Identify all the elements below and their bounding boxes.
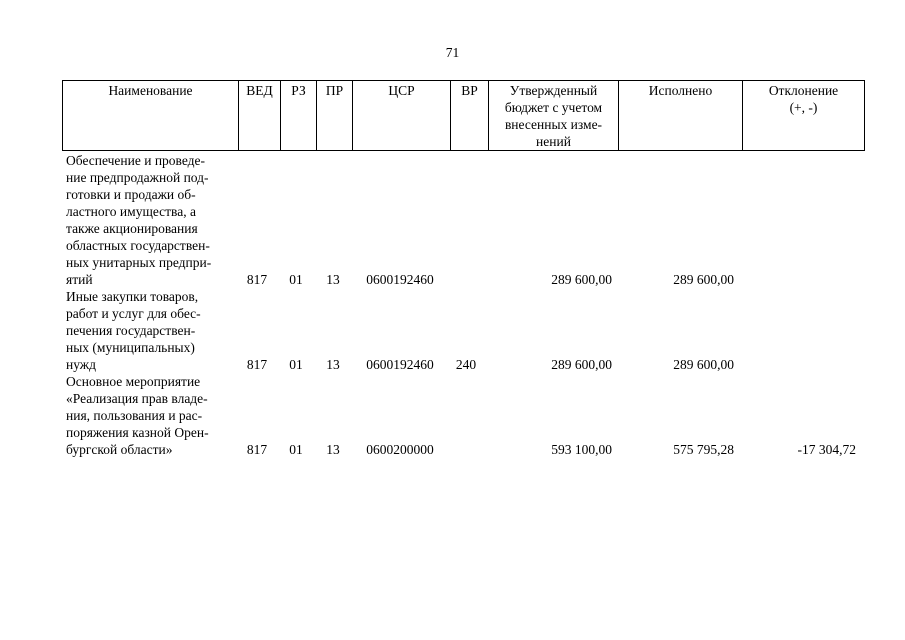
cell-ved: 817 <box>246 357 268 372</box>
header-pr: ПР <box>317 81 353 151</box>
cell-executed: 289 600,00 <box>673 272 734 287</box>
cell-executed: 289 600,00 <box>673 357 734 372</box>
table-header <box>62 80 865 151</box>
cell-pr: 13 <box>326 357 340 372</box>
page-number: 71 <box>445 45 460 60</box>
cell-deviation: -17 304,72 <box>797 442 856 457</box>
header-ved: ВЕД <box>239 81 281 151</box>
row-name-line: областных государствен- <box>66 238 210 253</box>
row-name-line: Иные закупки товаров, <box>66 289 199 304</box>
row-name-line: готовки и продажи об- <box>66 187 196 202</box>
cell-csr: 0600200000 <box>366 442 434 457</box>
cell-rz: 01 <box>289 442 303 457</box>
row-name-line: бургской области» <box>66 442 173 457</box>
row-name-line: ятий <box>66 272 93 287</box>
row-name-line: печения государствен- <box>66 323 196 338</box>
cell-pr: 13 <box>326 442 340 457</box>
header-approved-line: нений <box>536 134 571 149</box>
cell-pr: 13 <box>326 272 340 287</box>
header-deviation-line: Отклонение <box>768 83 839 98</box>
cell-ved: 817 <box>246 442 268 457</box>
header-executed: Исполнено <box>619 81 743 151</box>
row-name-line: Обеспечение и проведе- <box>66 153 206 168</box>
row-name-line: ния, пользования и рас- <box>66 408 203 423</box>
header-approved <box>489 81 619 151</box>
header-vr: ВР <box>451 81 489 151</box>
cell-csr: 0600192460 <box>366 272 434 287</box>
cell-approved: 289 600,00 <box>551 272 612 287</box>
row-name-line: ных (муниципальных) <box>66 340 195 355</box>
row-name <box>66 373 234 458</box>
cell-approved: 289 600,00 <box>551 357 612 372</box>
header-approved-line: бюджет с учетом <box>504 100 603 115</box>
header-csr: ЦСР <box>353 81 451 151</box>
row-name-line: нужд <box>66 357 96 372</box>
cell-vr: 240 <box>455 357 477 372</box>
cell-rz: 01 <box>289 272 303 287</box>
header-name: Наименование <box>63 81 239 151</box>
header-approved-line: внесенных изме- <box>504 117 603 132</box>
cell-csr: 0600192460 <box>366 357 434 372</box>
header-rz: РЗ <box>281 81 317 151</box>
cell-rz: 01 <box>289 357 303 372</box>
row-name-line: «Реализация прав владе- <box>66 391 208 406</box>
row-name-line: Основное мероприятие <box>66 374 201 389</box>
row-name-line: ние предпродажной под- <box>66 170 209 185</box>
row-name <box>66 152 234 288</box>
header-deviation <box>743 81 865 151</box>
cell-approved: 593 100,00 <box>551 442 612 457</box>
row-name-line: ных унитарных предпри- <box>66 255 212 270</box>
row-name <box>66 288 234 373</box>
row-name-line: также акционирования <box>66 221 198 236</box>
row-name-line: поряжения казной Орен- <box>66 425 209 440</box>
header-deviation-line: (+, -) <box>789 100 818 115</box>
row-name-line: ластного имущества, а <box>66 204 196 219</box>
header-approved-line: Утвержденный <box>509 83 598 98</box>
cell-ved: 817 <box>246 272 268 287</box>
cell-executed: 575 795,28 <box>673 442 734 457</box>
row-name-line: работ и услуг для обес- <box>66 306 201 321</box>
